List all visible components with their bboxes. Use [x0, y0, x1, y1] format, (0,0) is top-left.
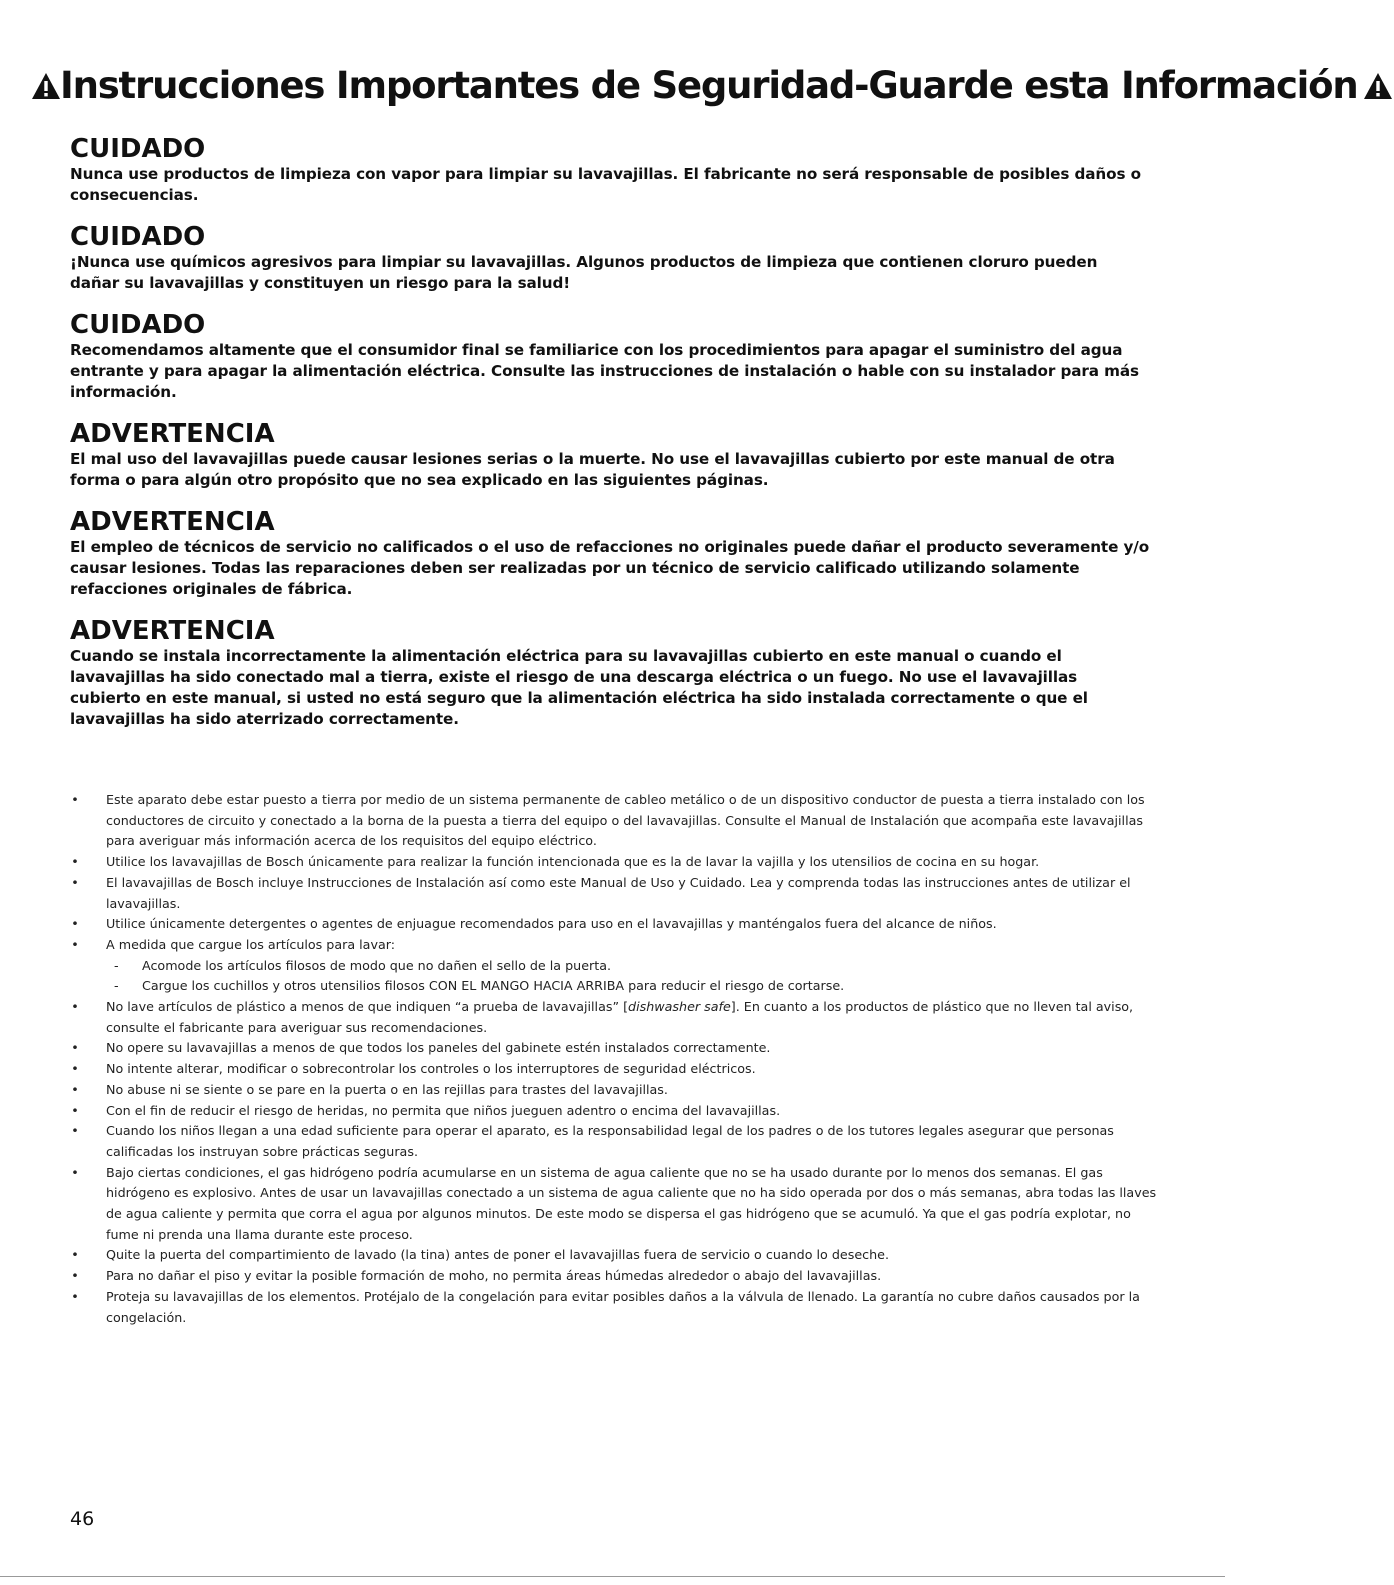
- warning-notice: [70, 507, 1150, 600]
- list-item-text: Este aparato debe estar puesto a tierra por medio de un sistema permanente de cableo metálico o de un dispositivo conductor de puesta a tierra instalado con los conductores de circuito y conectado a la borna de la puesta a tierra del equipo o del lavavajillas. Consulte el Manual de Instalación que acompaña este lavavajillas para averiguar más información acerca de los requisitos del equipo eléctrico.: [106, 792, 1145, 849]
- notice-text: ¡Nunca use químicos agresivos para limpiar su lavavajillas. Algunos productos de limpieza que contienen cloruro pueden dañar su lavavajillas y constituyen un riesgo para la salud!: [70, 253, 1098, 292]
- bullet-glyph: •: [71, 1268, 79, 1284]
- list-item-emphasis: dishwasher safe: [628, 999, 731, 1015]
- list-item-text: Quite la puerta del compartimiento de lavado (la tina) antes de poner el lavavajillas fuera de servicio o cuando lo deseche.: [106, 1247, 889, 1263]
- list-item: [70, 935, 1160, 997]
- list-item-text: Para no dañar el piso y evitar la posible formación de moho, no permita áreas húmedas alrededor o abajo del lavavajillas.: [106, 1268, 882, 1284]
- list-item: [70, 1287, 1160, 1328]
- safety-notices: [70, 134, 1150, 746]
- list-item: [70, 1245, 1160, 1266]
- list-item-text: Con el fin de reducir el riesgo de heridas, no permita que niños jueguen adentro o encima del lavavajillas.: [106, 1102, 781, 1118]
- list-item: [70, 1080, 1160, 1101]
- notice-heading: ADVERTENCIA: [70, 616, 275, 646]
- bullet-glyph: •: [71, 1040, 79, 1056]
- bullet-glyph: •: [71, 1061, 79, 1077]
- bullet-glyph: •: [71, 999, 79, 1015]
- notice-heading: ADVERTENCIA: [70, 507, 275, 537]
- notice-text: Cuando se instala incorrectamente la alimentación eléctrica para su lavavajillas cubierto en este manual o cuando el lavavajillas ha sido conectado mal a tierra, existe el riesgo de una descarga eléctrica o un fuego. No use el lavavajillas cubierto en este manual, si usted no está seguro que la alimentación eléctrica ha sido instalada correctamente o que el lavavajillas ha sido aterrizado correctamente.: [70, 647, 1088, 728]
- bullet-glyph: •: [71, 792, 79, 807]
- list-item: [70, 1038, 1160, 1059]
- list-item-text: Utilice únicamente detergentes o agentes de enjuague recomendados para uso en el lavavajillas y manténgalos fuera del alcance de niños.: [106, 916, 997, 932]
- bullet-glyph: •: [71, 1081, 79, 1097]
- list-item: [70, 1266, 1160, 1287]
- warning-triangle-icon: [1362, 71, 1394, 101]
- notice-text: Nunca use productos de limpieza con vapor para limpiar su lavavajillas. El fabricante no será responsable de posibles daños o consecuencias.: [70, 165, 1141, 204]
- bullet-glyph: •: [71, 916, 79, 932]
- list-item: [70, 997, 1160, 1038]
- notice-heading: ADVERTENCIA: [70, 419, 275, 449]
- list-item-text: Bajo ciertas condiciones, el gas hidrógeno podría acumularse en un sistema de agua caliente que no se ha usado durante por lo menos dos semanas. El gas hidrógeno es explosivo. Antes de usar un lavavajillas conectado a un sistema de agua caliente que no ha sido operada por dos o más semanas, abra todas las llaves de agua caliente y permita que corra el agua por algunos minutos. De este modo se dispersa el gas hidrógeno que se acumuló. Ya que el gas podría explotar, no fume ni prenda una llama durante este proceso.: [106, 1164, 1157, 1242]
- sub-list-item: [106, 956, 1160, 977]
- list-item: [70, 914, 1160, 935]
- bullet-glyph: •: [71, 1288, 79, 1304]
- notice-text: El mal uso del lavavajillas puede causar lesiones serias o la muerte. No use el lavavajillas cubierto por este manual de otra forma o para algún otro propósito que no sea explicado en las siguientes páginas.: [70, 450, 1115, 489]
- caution-notice: [70, 310, 1150, 403]
- caution-notice: [70, 134, 1150, 206]
- list-item-text: Proteja su lavavajillas de los elementos. Protéjalo de la congelación para evitar posibles daños a la válvula de llenado. La garantía no cubre daños causados por la congelación.: [106, 1288, 1140, 1325]
- list-item-text-before: No lave artículos de plástico a menos de que indiquen “a prueba de lavavajillas” [: [106, 999, 629, 1015]
- list-item: [70, 1121, 1160, 1162]
- bullet-glyph: •: [71, 1123, 79, 1139]
- warning-notice: [70, 419, 1150, 491]
- bullet-glyph: •: [71, 874, 79, 890]
- list-item: [70, 790, 1160, 852]
- sub-list-item-text: Cargue los cuchillos y otros utensilios filosos CON EL MANGO HACIA ARRIBA para reducir el riesgo de cortarse.: [142, 978, 845, 994]
- bullet-glyph: •: [71, 854, 79, 870]
- notice-text: Recomendamos altamente que el consumidor final se familiarice con los procedimientos para apagar el suministro del agua entrante y para apagar la alimentación eléctrica. Consulte las instrucciones de instalación o hable con su instalador para más información.: [70, 341, 1139, 401]
- notice-text: El empleo de técnicos de servicio no calificados o el uso de refacciones no originales puede dañar el producto severamente y/o causar lesiones. Todas las reparaciones deben ser realizadas por un técnico de servicio calificado utilizando solamente refacciones originales de fábrica.: [70, 538, 1150, 598]
- list-item: [70, 1059, 1160, 1080]
- list-item-text: El lavavajillas de Bosch incluye Instrucciones de Instalación así como este Manual de Uso y Cuidado. Lea y comprenda todas las instrucciones antes de utilizar el lavavajillas.: [106, 874, 1131, 911]
- list-item-text-after: ]. En cuanto a los productos de plástico que no lleven tal aviso, consulte el fabricante para averiguar sus recomendaciones.: [106, 999, 1134, 1035]
- warning-notice: [70, 616, 1150, 730]
- page-number: 46: [70, 1508, 95, 1530]
- list-item-text: No abuse ni se siente o se pare en la puerta o en las rejillas para trastes del lavavajillas.: [106, 1081, 668, 1097]
- dash-glyph: -: [114, 978, 119, 994]
- bullet-glyph: •: [71, 936, 79, 952]
- list-item: [70, 852, 1160, 873]
- bottom-divider: [0, 1576, 1225, 1577]
- page-title: [30, 62, 1358, 110]
- caution-notice: [70, 222, 1150, 294]
- list-item: [70, 873, 1160, 914]
- list-item: [70, 1163, 1160, 1246]
- list-item-text: A medida que cargue los artículos para lavar:: [106, 936, 395, 952]
- list-item-text: No intente alterar, modificar o sobrecontrolar los controles o los interruptores de seguridad eléctricos.: [106, 1061, 756, 1077]
- notice-heading: CUIDADO: [70, 134, 206, 164]
- bullet-glyph: •: [71, 1164, 79, 1180]
- warning-triangle-icon: [30, 71, 62, 101]
- list-item-text: Utilice los lavavajillas de Bosch únicamente para realizar la función intencionada que es la de lavar la vajilla y los utensilios de cocina en su hogar.: [106, 854, 1040, 870]
- notice-heading: CUIDADO: [70, 222, 206, 252]
- bullet-glyph: •: [71, 1102, 79, 1118]
- safety-instructions-list: [70, 790, 1160, 1328]
- list-item-text: No opere su lavavajillas a menos de que todos los paneles del gabinete estén instalados correctamente.: [106, 1040, 771, 1056]
- list-item-text: Cuando los niños llegan a una edad suficiente para operar el aparato, es la responsabilidad legal de los padres o de los tutores legales asegurar que personas calificadas los instruyan sobre prácticas seguras.: [106, 1123, 1114, 1159]
- sub-list-item-text: Acomode los artículos filosos de modo que no dañen el sello de la puerta.: [142, 957, 612, 973]
- dash-glyph: -: [114, 957, 119, 973]
- notice-heading: CUIDADO: [70, 310, 206, 340]
- page-title-text: Instrucciones Importantes de Seguridad-Guarde esta Información: [60, 64, 1358, 107]
- sub-list-item: [106, 976, 1160, 997]
- list-item: [70, 1101, 1160, 1122]
- bullet-glyph: •: [71, 1247, 79, 1263]
- sub-list: [106, 956, 1160, 997]
